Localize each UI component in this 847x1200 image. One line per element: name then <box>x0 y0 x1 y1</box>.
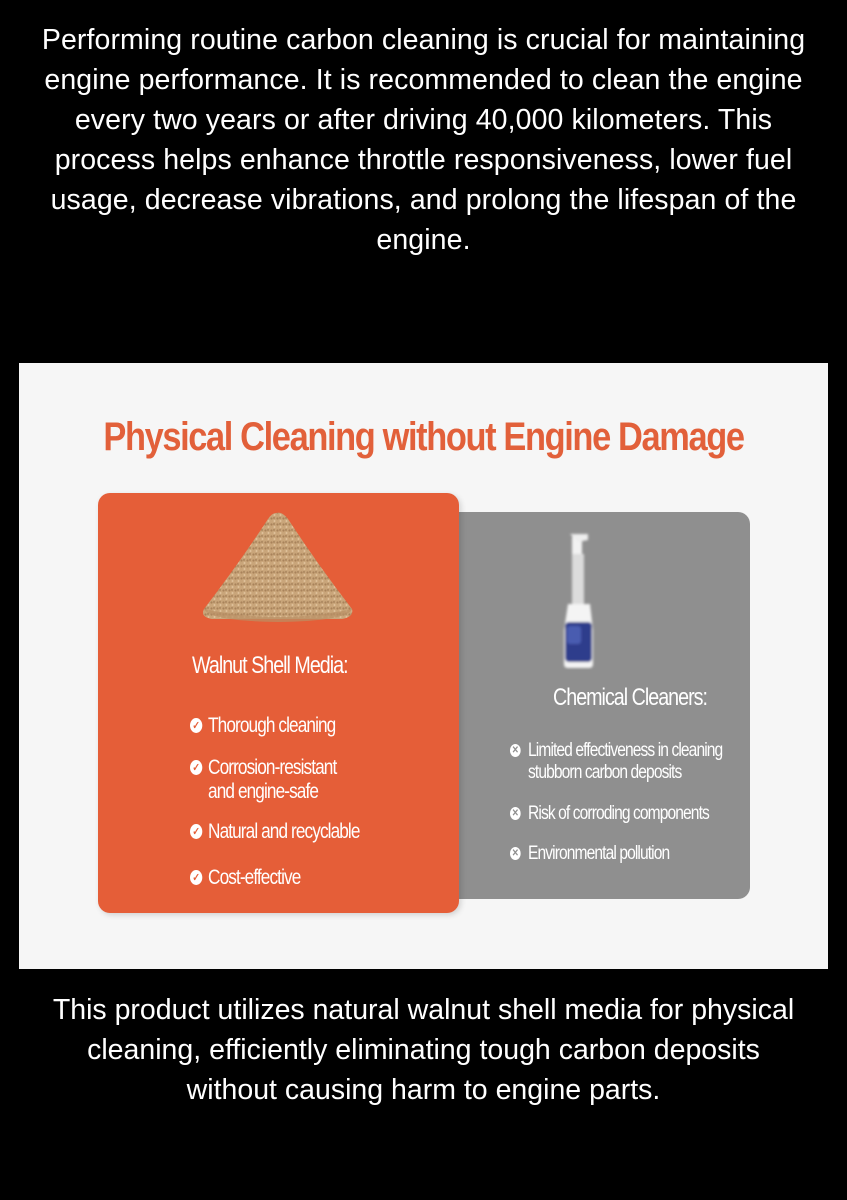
chemical-cleaners-card <box>439 512 750 899</box>
x-circle-icon: ✕ <box>511 807 519 819</box>
x-circle-icon: ✕ <box>511 847 519 859</box>
list-item: ✓ Thorough cleaning <box>190 714 360 738</box>
list-item: ✕ Limited effectiveness in cleaning <box>511 740 723 761</box>
spray-bottle-image <box>560 530 600 670</box>
outro-paragraph: This product utilizes natural walnut shell media for physical cleaning, efficiently eliminating tough carbon deposits without causing harm to engine parts. <box>52 994 795 1106</box>
walnut-shell-media-title: Walnut Shell Media: <box>192 652 348 679</box>
x-circle-icon: ✕ <box>511 744 519 756</box>
list-item: ✓ Natural and recyclable <box>190 820 360 844</box>
comparison-headline: Physical Cleaning without Engine Damage <box>103 415 744 459</box>
list-item: stubborn carbon deposits <box>528 762 682 783</box>
list-item: ✓ Cost-effective <box>190 866 360 890</box>
list-item: ✕ Environmental pollution <box>511 843 670 864</box>
chemical-cleaners-title: Chemical Cleaners: <box>553 684 708 711</box>
chemical-cleaners-list <box>510 740 769 865</box>
walnut-shell-media-pile-image <box>198 505 358 623</box>
product-comparison-image <box>19 363 828 969</box>
check-circle-icon: ✓ <box>190 870 202 885</box>
walnut-shell-media-card <box>98 493 459 913</box>
walnut-shell-media-list <box>190 714 397 890</box>
list-item: and engine-safe <box>208 780 319 803</box>
list-item: ✓ Corrosion-resistant <box>190 756 360 780</box>
intro-paragraph: Performing routine carbon cleaning is crucial for maintaining engine performance. It is recommended to clean the engine every two years or after driving 40,000 kilometers. This process helps enhance throttle responsiveness, lower fuel usage, decrease vibrations, and prolong the lifespan of the engine. <box>41 24 806 256</box>
check-circle-icon: ✓ <box>190 718 202 733</box>
list-item: ✕ Risk of corroding components <box>511 803 709 824</box>
check-circle-icon: ✓ <box>190 824 202 839</box>
check-circle-icon: ✓ <box>190 760 202 775</box>
